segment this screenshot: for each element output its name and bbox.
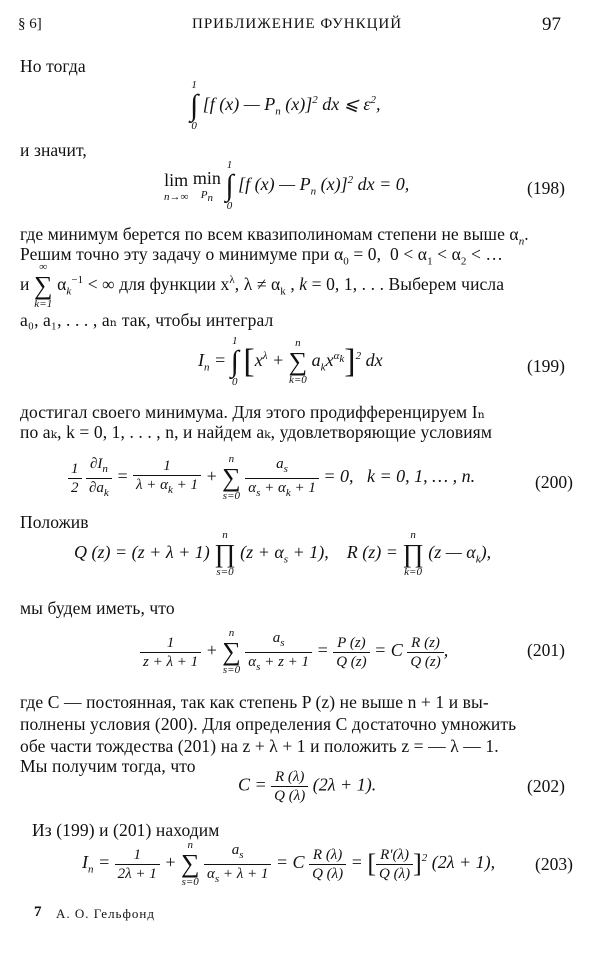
equation-integral-bound: 1 ∫ 0 [f (x) — $P_n$ (x)]$^2$ dx ⩽ $\varepsilon^2$, xyxy=(190,79,381,132)
text-line: где минимум берется по всем квазиполиномам степени не выше $\alpha_n$. xyxy=(20,224,529,248)
equation-number: (198) xyxy=(527,178,565,198)
text-line: Положив xyxy=(20,512,89,532)
equation-number: (201) xyxy=(527,640,565,660)
equation-198: lim n→∞ min $P_n$ 1 ∫ 0 [f (x) — $P_n$ (x)]$^2$ dx = 0, xyxy=(164,159,410,212)
text-line: и значит, xyxy=(20,140,87,160)
text-line: a₀, a₁, . . . , aₙ так, чтобы интеграл xyxy=(20,310,274,330)
equation-number: (199) xyxy=(527,356,565,376)
page-number: 97 xyxy=(542,14,561,35)
running-title: ПРИБЛИЖЕНИЕ ФУНКЦИЙ xyxy=(192,16,403,32)
text-line: мы будем иметь, что xyxy=(20,598,175,618)
text-line: Решим точно эту задачу о минимуме при $\alpha_0 = 0$, $0 < \alpha_1 < \alpha_2$ < … xyxy=(20,244,504,268)
equation-number: (200) xyxy=(535,472,573,492)
text-line: Из (199) и (201) находим xyxy=(32,820,220,840)
text-line: Мы получим тогда, что xyxy=(20,756,196,776)
text-line: достигал своего минимума. Для этого продифференцируем Iₙ xyxy=(20,402,486,422)
text-line: и ∞ ∑ k=1 $\alpha_k^{-1}$ < ∞ для функции $x^\lambda$, $\lambda \ne \alpha_k$ , k = 0, 1, . . . Выберем числа xyxy=(20,261,505,310)
section-label: § 6] xyxy=(18,16,42,32)
equation-number: (203) xyxy=(535,854,573,874)
equation-200: $\frac{1}{2}$ $\frac{\partial I_n}{\partial a_k}$ = $\frac{1}{\lambda + \alpha_k + 1}$ + n ∑ s=0 $\frac{a_s}{\alpha_s + \alpha_k + 1}$ = 0, k = 0, 1, … , n. xyxy=(68,454,475,502)
text-line: где C — постоянная, так как степень P (z) не выше n + 1 и вы- xyxy=(20,692,489,712)
equation-q-r-definitions: Q (z) = (z + λ + 1) n ∏ s=0 $(z + \alpha_s + 1)$, R (z) = n ∏ k=0 (z — $\alpha_k$), xyxy=(74,529,492,578)
text-line: Но тогда xyxy=(20,56,86,76)
text-line: полнены условия (200). Для определения C достаточно умножить xyxy=(20,714,517,734)
equation-203: $I_n$ = $\frac{1}{2\lambda + 1}$ + n ∑ s=0 $\frac{a_s}{\alpha_s + \lambda + 1}$ = C $\frac{R (\lambda)}{Q (\lambda)}$ = [ $\frac{R'(\lambda)}{Q (\lambda)}$ ]$^2$ (2λ + 1), xyxy=(82,839,496,888)
equation-201: $\frac{1}{z + \lambda + 1}$ + n ∑ s=0 $\frac{a_s}{\alpha_s + z + 1}$ = $\frac{P (z)}{Q (z)}$ = C $\frac{R (z)}{Q (z)}$ , xyxy=(140,628,448,676)
author-name: А. О. Гельфонд xyxy=(56,906,155,921)
text-line: обе части тождества (201) на z + λ + 1 и положить z = — λ — 1. xyxy=(20,736,499,756)
equation-199: $I_n$ = 1 ∫ 0 [$x^\lambda$ + n ∑ k=0 $a_kx^{\alpha_k}]^2$ dx xyxy=(198,335,383,388)
equation-202: C = $\frac{R (\lambda)}{Q (\lambda)}$ (2λ + 1). xyxy=(238,769,377,804)
signature-number: 7 xyxy=(34,904,42,920)
text-line: по aₖ, k = 0, 1, . . . , n, и найдем aₖ, удовлетворяющие условиям xyxy=(20,422,493,442)
equation-number: (202) xyxy=(527,776,565,796)
